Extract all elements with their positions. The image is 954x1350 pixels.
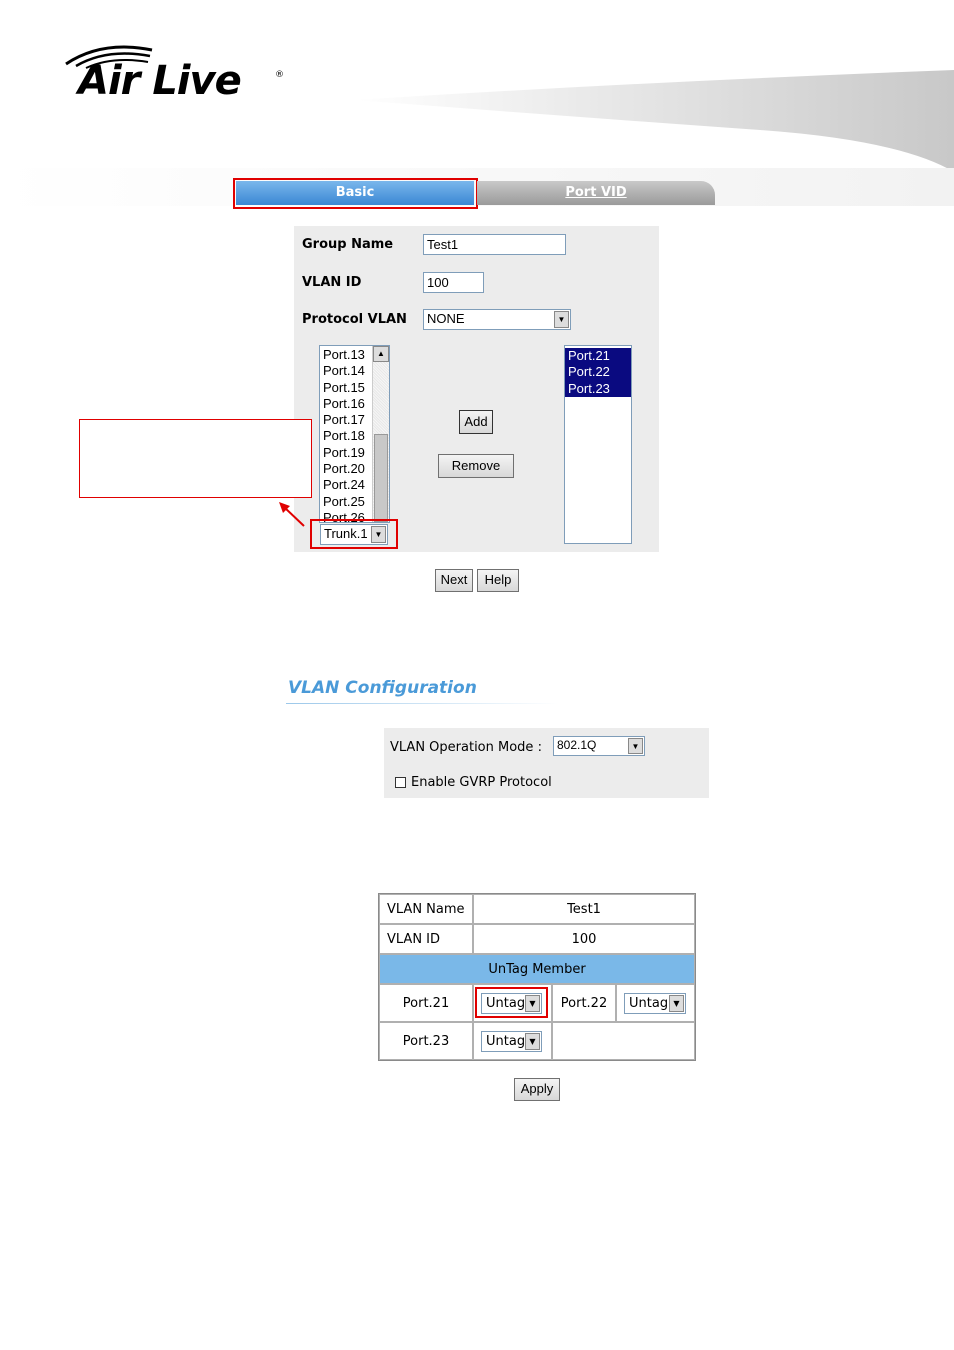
chevron-down-icon: ▼ bbox=[554, 311, 569, 328]
logo: Air Live bbox=[78, 58, 241, 104]
logo-registered: ® bbox=[275, 70, 284, 80]
port23-untag-value: Untag bbox=[486, 1034, 526, 1049]
untag-member-header: UnTag Member bbox=[379, 954, 695, 984]
chevron-down-icon: ▼ bbox=[669, 995, 684, 1012]
port23-label: Port.23 bbox=[379, 1022, 473, 1060]
apply-button[interactable]: Apply bbox=[514, 1078, 560, 1101]
remove-button[interactable]: Remove bbox=[438, 454, 514, 478]
vlan-id-input[interactable]: 100 bbox=[423, 272, 484, 293]
port21-highlight bbox=[475, 987, 548, 1018]
tab-port-vid[interactable]: Port VID bbox=[477, 181, 715, 205]
help-button[interactable]: Help bbox=[477, 569, 519, 592]
protocol-vlan-select[interactable] bbox=[423, 309, 571, 330]
selected-port-item[interactable]: Port.22 bbox=[565, 364, 631, 380]
chevron-down-icon: ▼ bbox=[371, 526, 386, 543]
next-button[interactable]: Next bbox=[435, 569, 473, 592]
available-port-item[interactable]: Port.13 bbox=[323, 347, 365, 362]
trunk-highlight bbox=[310, 519, 398, 549]
vlan-id-label: VLAN ID bbox=[302, 275, 362, 290]
chevron-down-icon: ▼ bbox=[525, 1033, 540, 1050]
chevron-down-icon: ▼ bbox=[525, 995, 540, 1012]
title-underline bbox=[286, 703, 558, 704]
available-port-item[interactable]: Port.26 bbox=[323, 509, 365, 523]
tab-basic-highlight bbox=[233, 178, 478, 209]
vlan-name-value: Test1 bbox=[473, 894, 695, 924]
available-port-item[interactable]: Port.18 bbox=[323, 428, 365, 444]
chevron-down-icon: ▼ bbox=[628, 738, 643, 754]
vlan-mode-value: 802.1Q bbox=[557, 738, 597, 752]
header-swoosh bbox=[340, 62, 954, 182]
port21-untag-value: Untag bbox=[486, 996, 526, 1011]
scroll-thumb[interactable] bbox=[374, 434, 388, 522]
vlan-mode-select[interactable] bbox=[553, 736, 645, 756]
available-port-item[interactable]: Port.17 bbox=[323, 412, 365, 428]
add-button[interactable]: Add bbox=[459, 410, 493, 434]
vlan-id-row-label: VLAN ID bbox=[379, 924, 473, 954]
available-ports-list[interactable] bbox=[319, 345, 390, 523]
vlan-mode-label: VLAN Operation Mode : bbox=[390, 740, 542, 755]
port23-untag-select[interactable] bbox=[481, 1031, 542, 1052]
protocol-vlan-value: NONE bbox=[427, 311, 465, 326]
gvrp-label: Enable GVRP Protocol bbox=[411, 775, 552, 790]
group-name-input[interactable]: Test1 bbox=[423, 234, 566, 255]
port22-untag-value: Untag bbox=[629, 996, 669, 1011]
available-ports-scrollbar[interactable] bbox=[372, 346, 389, 522]
callout-box bbox=[79, 419, 312, 498]
port22-label: Port.22 bbox=[552, 984, 616, 1022]
available-port-item[interactable]: Port.15 bbox=[323, 379, 365, 395]
available-port-item[interactable]: Port.16 bbox=[323, 395, 365, 411]
selected-ports-list[interactable] bbox=[564, 345, 632, 544]
arrow-icon bbox=[276, 500, 310, 530]
trunk-select-value: Trunk.1 bbox=[324, 526, 368, 541]
available-port-item[interactable]: Port.19 bbox=[323, 444, 365, 460]
group-name-label: Group Name bbox=[302, 237, 394, 252]
selected-port-item[interactable]: Port.21 bbox=[565, 348, 631, 364]
port22-untag-select[interactable] bbox=[624, 993, 686, 1014]
available-port-item[interactable]: Port.20 bbox=[323, 461, 365, 477]
port21-label: Port.21 bbox=[379, 984, 473, 1022]
gvrp-checkbox[interactable] bbox=[395, 777, 406, 788]
selected-port-item[interactable]: Port.23 bbox=[565, 381, 631, 397]
tab-basic[interactable]: Basic bbox=[236, 181, 474, 205]
vlan-config-title: VLAN Configuration bbox=[288, 678, 477, 698]
vlan-name-label: VLAN Name bbox=[379, 894, 473, 924]
empty-cell bbox=[552, 1022, 695, 1060]
vlan-id-row-value: 100 bbox=[473, 924, 695, 954]
available-port-item[interactable]: Port.14 bbox=[323, 363, 365, 379]
available-port-item[interactable]: Port.25 bbox=[323, 493, 365, 509]
protocol-vlan-label: Protocol VLAN bbox=[302, 312, 407, 327]
available-port-item[interactable]: Port.24 bbox=[323, 477, 365, 493]
scroll-up-icon[interactable]: ▲ bbox=[373, 346, 389, 362]
